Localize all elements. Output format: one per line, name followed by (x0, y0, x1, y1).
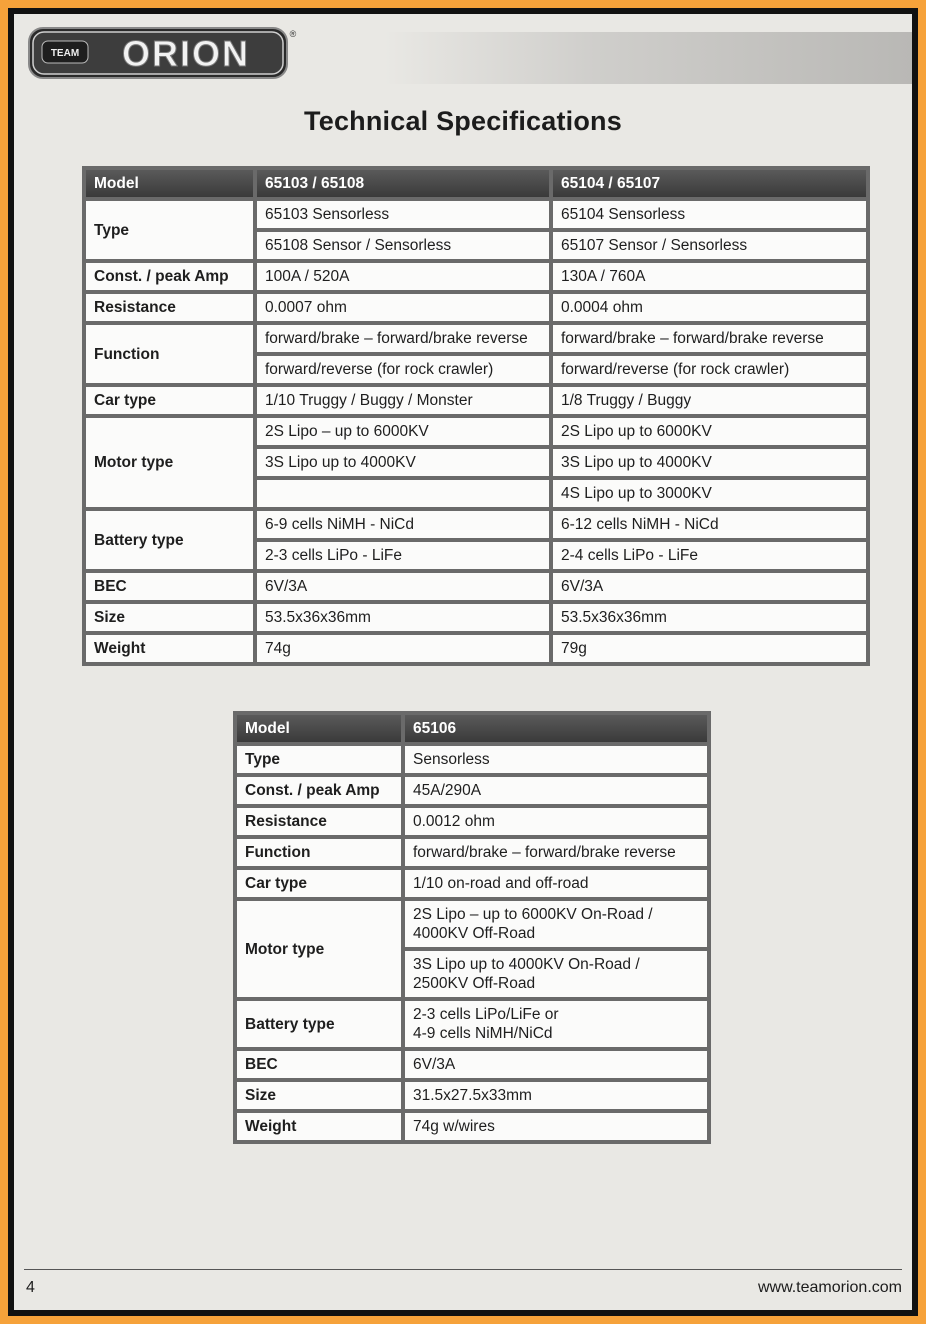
row-label-type: Type (86, 201, 253, 259)
table-cell: 79g (553, 635, 866, 662)
table-cell: forward/brake – forward/brake reverse (257, 325, 549, 352)
table-cell: 45A/290A (405, 777, 707, 804)
table-cell: 65108 Sensor / Sensorless (257, 232, 549, 259)
table-row (86, 263, 866, 290)
header-gradient-bar (384, 32, 912, 84)
table-cell: 74g w/wires (405, 1113, 707, 1140)
table-row (86, 604, 866, 631)
table-row (86, 201, 866, 228)
table-cell: 6V/3A (553, 573, 866, 600)
table-cell: 4S Lipo up to 3000KV (553, 480, 866, 507)
table-row (86, 511, 866, 538)
table-row (86, 418, 866, 445)
table-cell: 2S Lipo – up to 6000KV (257, 418, 549, 445)
row-label-weight: Weight (237, 1113, 401, 1140)
table-cell: 0.0004 ohm (553, 294, 866, 321)
table-row (237, 839, 707, 866)
table-row (237, 808, 707, 835)
row-label-size: Size (86, 604, 253, 631)
header-model-col1: 65103 / 65108 (257, 170, 549, 197)
table-row (237, 870, 707, 897)
table-cell: 65107 Sensor / Sensorless (553, 232, 866, 259)
table-cell: 53.5x36x36mm (553, 604, 866, 631)
row-label-bec: BEC (237, 1051, 401, 1078)
table-row (86, 635, 866, 662)
table-cell: 6-12 cells NiMH - NiCd (553, 511, 866, 538)
row-label-type: Type (237, 746, 401, 773)
row-label-car-type: Car type (86, 387, 253, 414)
cell-line: 4000KV Off-Road (413, 925, 536, 942)
table-cell (405, 951, 707, 997)
table-cell (405, 1001, 707, 1047)
page-number: 4 (26, 1279, 35, 1296)
row-label-battery-type: Battery type (86, 511, 253, 569)
svg-text:®: ® (289, 29, 297, 39)
table-header-row (86, 170, 866, 197)
header-model-col2: 65104 / 65107 (553, 170, 866, 197)
spec-table-65106 (233, 711, 711, 1144)
table-row (237, 1082, 707, 1109)
svg-text:ORION: ORION (121, 33, 251, 74)
row-label-resistance: Resistance (237, 808, 401, 835)
table-row (237, 1113, 707, 1140)
table-row (86, 325, 866, 352)
row-label-weight: Weight (86, 635, 253, 662)
table-cell: 2-4 cells LiPo - LiFe (553, 542, 866, 569)
table-cell (405, 901, 707, 947)
table-row (86, 573, 866, 600)
table-cell: 2S Lipo up to 6000KV (553, 418, 866, 445)
table-cell: 100A / 520A (257, 263, 549, 290)
row-label-function: Function (237, 839, 401, 866)
cell-line: 2-3 cells LiPo/LiFe or (413, 1006, 559, 1023)
row-label-car-type: Car type (237, 870, 401, 897)
table-row (237, 901, 707, 947)
table-cell: 31.5x27.5x33mm (405, 1082, 707, 1109)
row-label-motor-type: Motor type (86, 418, 253, 507)
table-cell: 74g (257, 635, 549, 662)
table-cell: forward/reverse (for rock crawler) (553, 356, 866, 383)
table-cell: 65104 Sensorless (553, 201, 866, 228)
table-row (86, 294, 866, 321)
cell-line: 2500KV Off-Road (413, 975, 536, 992)
table-row (237, 1051, 707, 1078)
team-orion-logo (28, 25, 298, 81)
footer-divider (24, 1269, 902, 1270)
table-cell: 6V/3A (257, 573, 549, 600)
table-cell: 1/8 Truggy / Buggy (553, 387, 866, 414)
table-cell: 3S Lipo up to 4000KV (553, 449, 866, 476)
table-cell: forward/reverse (for rock crawler) (257, 356, 549, 383)
svg-text:TEAM: TEAM (50, 48, 80, 59)
table-cell: forward/brake – forward/brake reverse (553, 325, 866, 352)
cell-line: 2S Lipo – up to 6000KV On-Road / (413, 906, 653, 923)
row-label-amp: Const. / peak Amp (86, 263, 253, 290)
table-cell: 0.0007 ohm (257, 294, 549, 321)
row-label-battery-type: Battery type (237, 1001, 401, 1047)
spec-table-65103-65104 (82, 166, 870, 666)
header-model-col1: 65106 (405, 715, 707, 742)
table-cell: 6-9 cells NiMH - NiCd (257, 511, 549, 538)
table-cell: 0.0012 ohm (405, 808, 707, 835)
table-row (237, 1001, 707, 1047)
table-cell: 130A / 760A (553, 263, 866, 290)
table-cell: 3S Lipo up to 4000KV (257, 449, 549, 476)
row-label-size: Size (237, 1082, 401, 1109)
table-cell: 1/10 Truggy / Buggy / Monster (257, 387, 549, 414)
table-cell: 2-3 cells LiPo - LiFe (257, 542, 549, 569)
row-label-motor-type: Motor type (237, 901, 401, 997)
row-label-amp: Const. / peak Amp (237, 777, 401, 804)
table-cell (257, 480, 549, 507)
row-label-bec: BEC (86, 573, 253, 600)
manual-page (14, 14, 912, 1310)
table-row (237, 777, 707, 804)
header-model-label: Model (86, 170, 253, 197)
table-row (237, 746, 707, 773)
header-model-label: Model (237, 715, 401, 742)
row-label-function: Function (86, 325, 253, 383)
table-row (86, 387, 866, 414)
table-header-row (237, 715, 707, 742)
cell-line: 3S Lipo up to 4000KV On-Road / (413, 956, 640, 973)
row-label-resistance: Resistance (86, 294, 253, 321)
page-title: Technical Specifications (304, 106, 622, 136)
table-cell: 6V/3A (405, 1051, 707, 1078)
table-cell: 53.5x36x36mm (257, 604, 549, 631)
table-cell: forward/brake – forward/brake reverse (405, 839, 707, 866)
website-link[interactable]: www.teamorion.com (757, 1279, 902, 1296)
table-cell: 65103 Sensorless (257, 201, 549, 228)
table-cell: Sensorless (405, 746, 707, 773)
table-cell: 1/10 on-road and off-road (405, 870, 707, 897)
cell-line: 4-9 cells NiMH/NiCd (413, 1025, 553, 1042)
